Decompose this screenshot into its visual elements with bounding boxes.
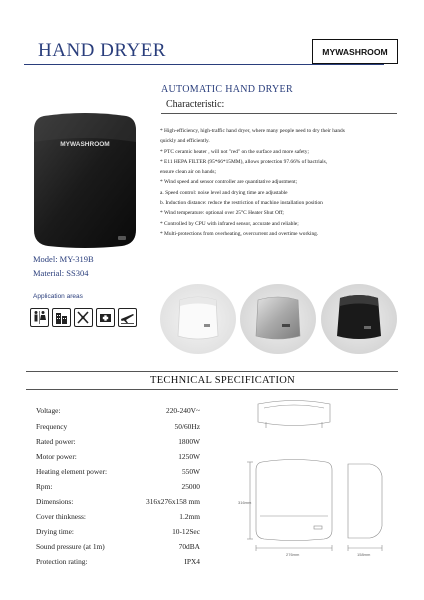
technical-drawing <box>236 398 402 560</box>
feature-item: * PTC ceramic heater , will not "red" on the surface and more safety; <box>160 148 309 155</box>
spec-value: 220-240V~ <box>166 406 200 415</box>
feature-item: * Wind speed and sensor controller are quantitative adjustment; <box>160 179 298 186</box>
spec-value: 25000 <box>181 482 200 491</box>
restaurant-icon <box>74 308 93 327</box>
product-variants <box>160 284 398 354</box>
spec-label: Sound pressure (at 1m) <box>36 542 105 551</box>
airport-icon <box>118 308 137 327</box>
variant-silver <box>240 284 316 354</box>
variant-black <box>321 284 397 354</box>
characteristic-title: Characteristic: <box>166 99 225 110</box>
product-image-main <box>30 112 140 250</box>
feature-item: a. Speed control: noise level and drying time are adjustable <box>160 189 288 196</box>
side-view <box>348 464 382 551</box>
characteristic-divider <box>161 113 397 114</box>
spec-row <box>36 497 200 506</box>
feature-item: * E11 HEPA FILTER (95*66*15MM), allows protection 97.66% of bactrials, <box>160 158 328 165</box>
spec-divider-top <box>26 371 398 372</box>
spec-row <box>36 482 200 491</box>
hospital-icon <box>96 308 115 327</box>
variant-images <box>160 284 398 354</box>
spec-value: 50/60Hz <box>174 422 200 431</box>
spec-label: Drying time: <box>36 527 74 536</box>
restroom-icon <box>30 308 49 327</box>
spec-row <box>36 557 200 566</box>
title-underline <box>24 64 384 65</box>
spec-row <box>36 452 200 461</box>
feature-item: ensure clean air on hands; <box>160 169 216 176</box>
spec-label: Heating element power: <box>36 467 108 476</box>
page-title: HAND DRYER <box>38 40 166 61</box>
spec-title: TECHNICAL SPECIFICATION <box>150 375 296 386</box>
spec-value: IPX4 <box>184 557 200 566</box>
product-subtitle: AUTOMATIC HAND DRYER <box>161 84 293 95</box>
spec-label: Protection rating: <box>36 557 88 566</box>
device-brand-text: MYWASHROOM <box>60 141 110 148</box>
spec-value: 316x276x158 mm <box>146 497 200 506</box>
variant-white <box>160 284 236 354</box>
building-icon <box>52 308 71 327</box>
front-view <box>247 460 332 552</box>
feature-item: * High-efficiency, high-traffic hand dryer, where many people need to dry their hands <box>160 128 345 134</box>
model-number: Model: MY-319B <box>33 254 94 264</box>
brand-logo: MYWASHROOM <box>312 39 398 64</box>
top-view <box>258 401 330 429</box>
feature-list <box>160 126 400 239</box>
spec-value: 10-12Sec <box>172 527 200 536</box>
feature-item: * Controlled by CPU with infrared sensor, accurate and reliable; <box>160 220 299 227</box>
spec-row <box>36 527 200 536</box>
spec-row <box>36 542 200 551</box>
feature-item: b. Induction distance: reduce the restriction of machine installation position <box>160 200 323 207</box>
height-dimension: 316mm <box>238 500 252 505</box>
spec-label: Rated power: <box>36 437 76 446</box>
spec-row <box>36 467 200 476</box>
feature-item: * Wind temperature: optional over 25°C Heater Shut Off; <box>160 210 284 217</box>
spec-divider-bottom <box>26 389 398 390</box>
spec-label: Frequency <box>36 422 68 431</box>
application-areas-label: Application areas <box>33 293 83 300</box>
feature-item: quickly and efficiently. <box>160 138 210 145</box>
spec-row <box>36 422 200 431</box>
spec-label: Motor power: <box>36 452 77 461</box>
feature-item: * Multi-protections from overheating, overcurrent and overtime working. <box>160 230 319 237</box>
spec-value: 1250W <box>178 452 200 461</box>
spec-label: Cover thinkness: <box>36 512 86 521</box>
spec-value: 1.2mm <box>179 512 200 521</box>
spec-label: Rpm: <box>36 482 53 491</box>
spec-label: Voltage: <box>36 406 61 415</box>
application-icons <box>30 308 137 327</box>
spec-row <box>36 437 200 446</box>
spec-value: 550W <box>181 467 200 476</box>
depth-dimension: 158mm <box>357 552 371 557</box>
width-dimension: 276mm <box>286 552 300 557</box>
spec-label: Dimensions: <box>36 497 74 506</box>
material: Material: SS304 <box>33 268 89 278</box>
spec-value: 70dBA <box>178 542 200 551</box>
spec-row <box>36 512 200 521</box>
spec-row <box>36 406 200 415</box>
spec-value: 1800W <box>178 437 200 446</box>
